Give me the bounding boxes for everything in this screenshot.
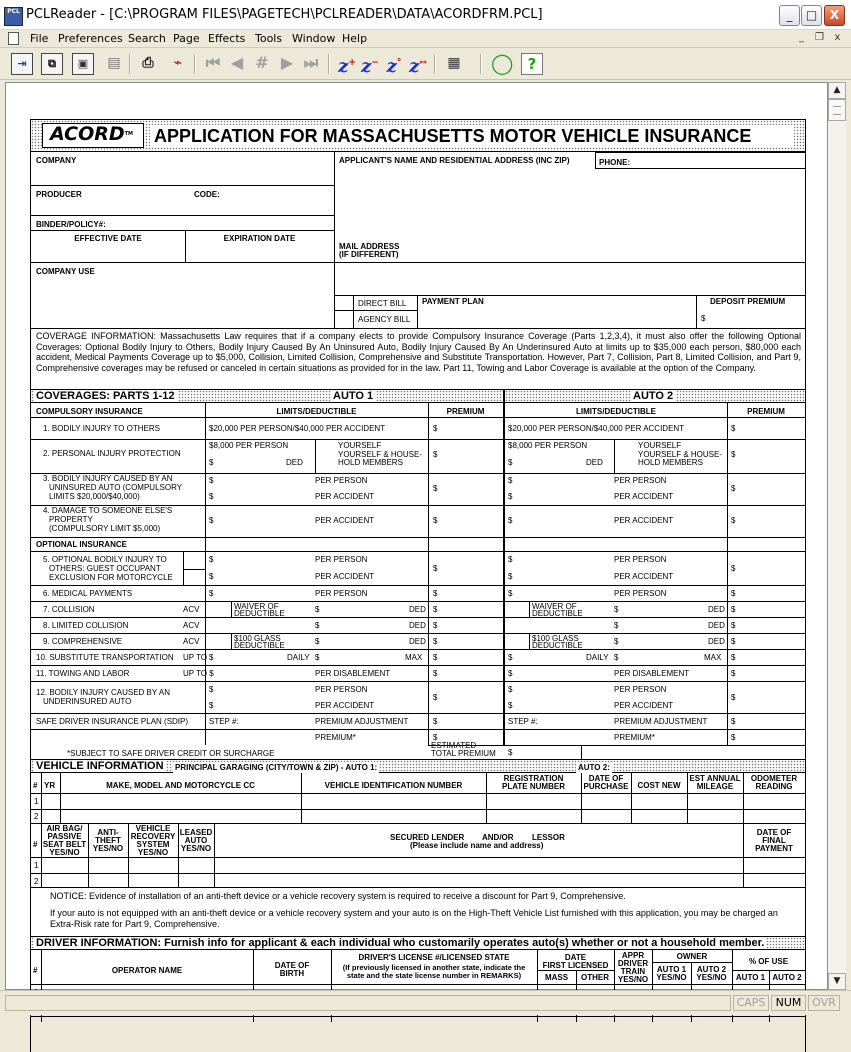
zoom-out-icon[interactable]: z− [361,56,379,77]
coverage-3-label-2: UNINSURED AUTO (COMPULSORY [49,483,183,492]
c5-pp-auto2: PER PERSON [614,555,667,564]
document-icon[interactable] [8,32,19,45]
c10-max-dollar-auto1: $ [315,653,320,662]
zoom-fit-icon[interactable]: z° [386,56,402,77]
c9-premium-auto2: $ [731,637,736,646]
binder-label: BINDER/POLICY#: [36,220,106,229]
vehicle-header-word: VEHICLE [135,824,171,833]
total-premium-dollar: $ [508,748,513,757]
mileage-header: MILEAGE [696,782,734,791]
coverage-4-label-3: (COMPULSORY LIMIT $5,000) [49,524,161,533]
status-message-panel [5,995,731,1011]
c2-yourself-auto1: YOURSELF [338,441,382,450]
make-model-header: MAKE, MODEL AND MOTORCYCLE CC [106,781,255,790]
title-bar [0,0,851,30]
open-icon[interactable]: ⇥ [11,53,33,75]
c11-premium-auto2: $ [731,669,736,678]
c2-yourself-auto2: YOURSELF [638,441,682,450]
c3-pp-dollar-auto2: $ [508,476,513,485]
appr-header: APPR [621,951,645,960]
leased-header: LEASED [179,828,213,837]
scanner-icon[interactable]: ▤ [107,55,121,71]
open-multi-icon[interactable]: ⧉ [41,53,63,75]
menu-page[interactable]: Page [173,32,200,45]
c6-pp-auto1: PER PERSON [315,589,368,598]
c3-pa-auto2: PER ACCIDENT [614,492,674,501]
c9-glass-ded-auto1: DEDUCTIBLE [234,641,285,650]
c7-dollar-auto2: $ [614,605,619,614]
c8-dollar-auto1: $ [315,621,320,630]
c9-glass-auto2: $100 GLASS [532,634,579,643]
leased-yesno-header: YES/NO [180,844,212,853]
air-bag-yesno-header: YES/NO [49,848,80,857]
c3-premium-auto2: $ [731,484,736,493]
registration-header: REGISTRATION [503,774,564,783]
c5-premium-auto1: $ [433,564,438,573]
direct-bill-label: DIRECT BILL [358,299,407,308]
c10-daily-auto1: DAILY [287,653,310,662]
c10-max-auto1: MAX [405,653,423,662]
coverage-info-text: COVERAGE INFORMATION: Massachusetts Law requires that if a company elects to provide Compulsory Insurance Coverage (Parts 1,2,3,4), it must also offer the following Optional Coverages: Optional Bodily Injury to Others, Bodily Injury Caused By An Uninsured Auto, Bodily Injury Caused By An Underinsured Auto at limits up to $35,000 each person, $80,000 each accident, Medical Payments Coverage up to $5,000, Collision, Limited Collision, Comprehensive and Substitute Transportation. However, Part 7, Collision, Part 8, Limited Collision, and Part 9, Comprehensive coverages may be refused or canceled in certain situations as provided for in the law. Part 11, Towing and Labor Coverage is available at the option of the Company. [36,331,801,373]
c5-pa-dollar-auto1: $ [209,572,214,581]
c7-waiver-auto2: WAIVER OF [532,602,577,611]
c10-max-dollar-auto2: $ [614,653,619,662]
scroll-down-button[interactable]: ▼ [828,973,846,990]
anti-theft-notice: NOTICE: Evidence of installation of an anti-theft device or a vehicle recovery system is required to receive a discount for Part 9, Comprehensive. [50,891,626,901]
coverage-5-label: 5. OPTIONAL BODILY INJURY TO [43,555,167,564]
c9-dollar-auto2: $ [614,637,619,646]
c5-pp-auto1: PER PERSON [315,555,368,564]
c3-pa-auto1: PER ACCIDENT [315,492,375,501]
drivers-license-header: DRIVER'S LICENSE #/LICENSED STATE [358,953,510,962]
coverage-10-label: 10. SUBSTITUTE TRANSPORTATION [36,653,174,662]
c10-max-auto2: MAX [704,653,722,662]
c10-premium-auto1: $ [433,653,438,662]
c8-ded-auto1: DED [409,621,426,630]
c6-premium-auto2: $ [731,589,736,598]
safety-row-2: 2 [34,877,39,886]
menu-bar [0,30,851,48]
mail-address-label: MAIL ADDRESS [339,242,400,251]
vin-header: VEHICLE IDENTIFICATION NUMBER [324,781,463,790]
last-page-icon[interactable]: ⏭ [303,53,319,72]
zoom-width-icon[interactable]: z↔ [409,56,427,77]
c5-pa-auto1: PER ACCIDENT [315,572,375,581]
scroll-up-button[interactable]: ▲ [828,82,846,99]
c7-waiver-auto1: WAIVER OF [234,602,279,611]
anti-theft-yesno-header: YES/NO [92,844,124,853]
c8-ded-auto2: DED [708,621,725,630]
owner-auto2-yesno: YES/NO [696,973,727,982]
phone-label: PHONE: [599,158,631,167]
est-annual-header: EST ANNUAL [689,774,741,783]
vehicle-hash-header: # [33,781,38,790]
premium-star-dollar-auto1: $ [433,733,438,742]
c3-pp-auto1: PER PERSON [315,476,368,485]
c9-dollar-auto1: $ [315,637,320,646]
c3-pp-auto2: PER PERSON [614,476,667,485]
cost-new-header: COST NEW [637,781,681,790]
birth-header: BIRTH [279,969,305,978]
c8-acv: ACV [183,621,200,630]
premium-header-auto2: PREMIUM [747,407,785,416]
c7-ded-auto2: DED [708,605,725,614]
dob-header: DATE OF [274,961,310,970]
premium-star-auto1: PREMIUM* [315,733,356,742]
c12-premium-auto2: $ [731,693,736,702]
c7-waiver-ded-auto2: DEDUCTIBLE [532,609,583,618]
coverages-title: COVERAGES: PARTS 1-12 [36,390,175,402]
coverage-2-label: 2. PERSONAL INJURY PROTECTION [43,449,181,458]
c9-ded-auto2: DED [708,637,725,646]
window-title: PCLReader - [C:\PROGRAM FILES\PAGETECH\PCLREADER\DATA\ACORDFRM.PCL] [26,7,543,22]
help-icon[interactable]: ? [521,53,543,75]
operator-name-header: OPERATOR NAME [111,966,183,975]
c10-premium-auto2: $ [731,653,736,662]
c3-pp-dollar-auto1: $ [209,476,214,485]
minimize-button[interactable]: _ [779,5,800,26]
sdip-step-auto1: STEP #: [209,717,239,726]
status-bar [0,990,851,1015]
coverage-5-label-2: OTHERS: GUEST OCCUPANT [49,564,161,573]
safety-hash-header: # [33,840,38,849]
payment-header: PAYMENT [755,844,793,853]
c4-dollar-auto2: $ [508,516,513,525]
mdi-restore-button[interactable]: ❐ [815,32,824,43]
c7-ded-auto1: DED [409,605,426,614]
system-header: SYSTEM [136,840,170,849]
include-name-header: (Please include name and address) [410,841,544,850]
c12-pp-auto2: PER PERSON [614,685,667,694]
train-header: TRAIN [620,967,646,976]
zoom-in-icon[interactable]: z+ [338,56,356,77]
final-date-of-header: DATE OF [756,828,792,837]
expiration-date-label: EXPIRATION DATE [223,234,296,243]
c2-yourself-house-auto2: YOURSELF & HOUSE- [638,450,723,459]
c5-pp-dollar-auto2: $ [508,555,513,564]
c4-premium-auto2: $ [731,516,736,525]
caps-indicator: CAPS [733,995,769,1011]
c11-pd-auto1: PER DISABLEMENT [315,669,391,678]
other-header: OTHER [581,973,609,982]
coverage-6-label: 6. MEDICAL PAYMENTS [43,589,133,598]
coverage-12-label: 12. BODILY INJURY CAUSED BY AN [36,688,170,697]
c6-dollar-auto2: $ [508,589,513,598]
compulsory-label: COMPULSORY INSURANCE [36,407,143,416]
first-page-icon[interactable]: ⏮ [205,53,221,72]
reading-header: READING [755,782,793,791]
vehicle-title: VEHICLE INFORMATION [36,760,164,772]
sdip-premium-dollar-auto2: $ [731,717,736,726]
c2-limit-auto1: $8,000 PER PERSON [209,441,289,450]
c3-premium-auto1: $ [433,484,438,493]
c10-daily-auto2: DAILY [586,653,609,662]
form-header [30,119,806,152]
menu-effects[interactable]: Effects [208,32,246,45]
sdip-premium-auto1: $ [433,717,438,726]
c11-up-to: UP TO $ [183,669,214,678]
agency-bill-label: AGENCY BILL [358,315,411,324]
c4-pa-auto2: PER ACCIDENT [614,516,674,525]
c12-premium-auto1: $ [433,693,438,702]
coverage-1-label: 1. BODILY INJURY TO OTHERS [43,424,160,433]
c12-pa-dollar-auto2: $ [508,701,513,710]
c1-limit-auto1: $20,000 PER PERSON/$40,000 PER ACCIDENT [209,424,386,433]
producer-label: PRODUCER [36,190,82,199]
menu-preferences[interactable]: Preferences [58,32,123,45]
c8-premium-auto1: $ [433,621,438,630]
limits-header-auto1: LIMITS/DEDUCTIBLE [276,407,357,416]
document-viewport[interactable] [5,82,828,990]
optional-label: OPTIONAL INSURANCE [36,540,127,549]
c9-acv: ACV [183,637,200,646]
c2-yourself-house-auto1: YOURSELF & HOUSE- [338,450,423,459]
form-title: APPLICATION FOR MASSACHUSETTS MOTOR VEHICLE INSURANCE [150,125,794,147]
c1-limit-auto2: $20,000 PER PERSON/$40,000 PER ACCIDENT [508,424,685,433]
deposit-dollar: $ [701,314,706,323]
c8-dollar-auto2: $ [614,621,619,630]
acord-logo: ACORDTM [42,123,144,148]
c2-hold-members-auto1: HOLD MEMBERS [338,458,403,467]
next-page-icon[interactable]: ▶ [280,53,294,72]
menu-help[interactable]: Help [342,32,368,45]
final-header: FINAL [762,836,786,845]
odometer-header: ODOMETER [750,774,798,783]
c7-dollar-auto1: $ [315,605,320,614]
company-use-label: COMPANY USE [36,267,95,276]
close-button[interactable]: X [824,5,845,26]
c1-premium-auto2: $ [731,424,736,433]
c4-dollar-auto1: $ [209,516,214,525]
go-icon[interactable]: ◯ [491,51,514,75]
driver-header [31,936,805,950]
c5-premium-auto2: $ [731,564,736,573]
scroll-thumb[interactable] [828,99,846,121]
pct-use-auto2: AUTO 2 [772,973,802,982]
driver-hash-header: # [33,966,38,975]
c7-premium-auto1: $ [433,605,438,614]
owner-auto1-header: AUTO 1 [656,965,687,974]
c12-pp-auto1: PER PERSON [315,685,368,694]
c2-premium-auto1: $ [433,450,438,459]
passive-header: PASSIVE [47,832,82,841]
c2-premium-auto2: $ [731,450,736,459]
premium-star-auto2: PREMIUM* [614,733,655,742]
first-licensed-header: FIRST LICENSED [542,961,609,970]
c12-pp-dollar-auto2: $ [508,685,513,694]
form-body [30,152,806,1052]
pcl-app-icon[interactable]: PCL [4,7,23,26]
effective-date-label: EFFECTIVE DATE [74,234,142,243]
c10-daily-dollar-auto2: $ [508,653,513,662]
screen-icon[interactable]: ▣ [72,53,94,75]
coverage-11-label: 11. TOWING AND LABOR [36,669,130,678]
payment-plan-label: PAYMENT PLAN [422,297,484,306]
safety-row-1: 1 [34,861,39,870]
air-bag-header: AIR BAG/ [46,824,83,833]
maximize-button[interactable]: □ [801,5,822,26]
c1-premium-auto1: $ [433,424,438,433]
coverage-4-label-2: PROPERTY [49,515,93,524]
num-indicator: NUM [771,995,806,1011]
coverage-12-label-2: UNDERINSURED AUTO [43,697,132,706]
c6-pp-auto2: PER PERSON [614,589,667,598]
coverage-7-label: 7. COLLISION [43,605,95,614]
c12-pa-auto1: PER ACCIDENT [315,701,375,710]
limits-header-auto2: LIMITS/DEDUCTIBLE [576,407,656,416]
auto1-title: AUTO 1 [333,390,374,402]
sdip-step-auto2: STEP #: [508,717,538,726]
purchase-header: PURCHASE [583,782,629,791]
coverages-header [31,389,805,403]
c8-premium-auto2: $ [731,621,736,630]
if-different-label: (IF DIFFERENT) [339,250,399,259]
goto-page-icon[interactable]: # [255,53,269,72]
sdip-adj-auto2: PREMIUM ADJUSTMENT [614,717,708,726]
ovr-indicator: OVR [808,995,840,1011]
coverage-3-label-3: LIMITS $20,000/$40,000) [49,492,140,501]
c6-dollar-auto1: $ [209,589,214,598]
c2-hold-members-auto2: HOLD MEMBERS [638,458,703,467]
total-premium-label: TOTAL PREMIUM [431,749,496,758]
train-yesno-header: YES/NO [617,975,649,984]
menu-file[interactable]: File [30,32,49,45]
coverage-9-label: 9. COMPREHENSIVE [43,637,123,646]
menu-window[interactable]: Window [292,32,336,45]
toolbar [0,48,851,80]
owner-header: OWNER [676,952,708,961]
c10-up-to: UP TO [183,653,208,662]
date-header: DATE [564,953,587,962]
c9-premium-auto1: $ [433,637,438,646]
menu-tools[interactable]: Tools [255,32,283,45]
c7-acv: ACV [183,605,200,614]
c12-pa-auto2: PER ACCIDENT [614,701,674,710]
c4-pa-auto1: PER ACCIDENT [315,516,375,525]
leased-auto-header: AUTO [184,836,208,845]
garaging-auto2-label: AUTO 2: [578,763,610,772]
principal-garaging-label: PRINCIPAL GARAGING (CITY/TOWN & ZIP) - AUTO 1: [175,763,378,772]
c11-pd-auto2: PER DISABLEMENT [614,669,690,678]
c4-premium-auto1: $ [433,516,438,525]
c5-pp-dollar-auto1: $ [209,555,214,564]
vehicle-row-2: 2 [34,812,39,821]
c2-ded-dollar-auto2: $ [508,458,513,467]
owner-auto2-header: AUTO 2 [696,965,727,974]
lessor-header: LESSOR [532,833,565,842]
theft-header: THEFT [95,836,121,845]
c3-pa-dollar-auto1: $ [209,492,214,501]
pct-use-auto1: AUTO 1 [735,973,766,982]
license-note-2: state and the state license number in REMARKS) [346,971,522,980]
mdi-close-button[interactable]: x [834,32,841,43]
c2-ded-auto2: DED [586,458,603,467]
mass-header: MASS [544,973,569,982]
mdi-minimize-button[interactable]: _ [799,32,804,43]
coverage-5-label-3: EXCLUSION FOR MOTORCYCLE [49,573,173,582]
recovery-header: RECOVERY [130,832,176,841]
c5-pa-auto2: PER ACCIDENT [614,572,674,581]
c3-pa-dollar-auto2: $ [508,492,513,501]
coverage-4-label: 4. DAMAGE TO SOMEONE ELSE'S [43,506,173,515]
c9-ded-auto1: DED [409,637,426,646]
c5-pa-dollar-auto2: $ [508,572,513,581]
applicant-label: APPLICANT'S NAME AND RESIDENTIAL ADDRESS (INC ZIP) [339,156,570,165]
coverage-8-label: 8. LIMITED COLLISION [43,621,129,630]
sdip-adj-auto1: PREMIUM ADJUSTMENT [315,717,409,726]
c10-daily-dollar-auto1: $ [209,653,214,662]
c2-limit-auto2: $8,000 PER PERSON [508,441,588,450]
vehicle-row-1: 1 [34,797,39,806]
c2-ded-auto1: DED [286,458,303,467]
prev-page-icon[interactable]: ◀ [230,53,244,72]
c7-premium-auto2: $ [731,605,736,614]
premium-star-dollar-auto2: $ [731,733,736,742]
pct-use-header: % OF USE [748,957,789,966]
estimated-label: ESTIMATED [431,741,477,750]
seat-belt-header: SEAT BELT [42,840,87,849]
date-of-header: DATE OF [588,774,624,783]
coverage-3-label: 3. BODILY INJURY CAUSED BY AN [43,474,173,483]
c7-waiver-ded-auto1: DEDUCTIBLE [234,609,285,618]
print-icon[interactable]: ⎙ [142,55,154,71]
driver-header-word: DRIVER [617,959,649,968]
subject-note: *SUBJECT TO SAFE DRIVER CREDIT OR SURCHARGE [67,749,275,758]
owner-auto1-yesno: YES/NO [656,973,687,982]
company-label: COMPANY [36,156,77,165]
recovery-yesno-header: YES/NO [137,848,169,857]
c11-dollar-auto2: $ [508,669,513,678]
c12-pp-dollar-auto1: $ [209,685,214,694]
anti-header: ANTI- [97,828,119,837]
vehicle-header [31,759,805,773]
c9-glass-auto1: $100 GLASS [234,634,281,643]
menu-search[interactable]: Search [128,32,166,45]
plate-number-header: PLATE NUMBER [502,782,565,791]
fax-icon[interactable]: ⌁ [173,55,183,71]
license-note-1: (If previously licensed in another state, indicate the [342,963,526,972]
document-list-icon[interactable]: ▦ [447,55,461,71]
code-label: CODE: [194,190,220,199]
c12-pa-dollar-auto1: $ [209,701,214,710]
driver-title: DRIVER INFORMATION: Furnish info for applicant & each individual who customarily operates auto(s) whether or not a household member. [36,937,765,949]
sdip-label: SAFE DRIVER INSURANCE PLAN (SDIP) [36,717,189,726]
auto2-title: AUTO 2 [633,390,674,402]
deposit-premium-label: DEPOSIT PREMIUM [710,297,786,306]
premium-header-auto1: PREMIUM [446,407,485,416]
year-header: YR [44,781,56,790]
high-theft-notice: If your auto is not equipped with an anti-theft device or a vehicle recovery system and your auto is on the High-Theft Vehicle List furnished with this application, you may be charged an Extra-Risk rate for Part 9, Comprehensive. [50,908,778,929]
c9-glass-ded-auto2: DEDUCTIBLE [532,641,583,650]
vertical-scrollbar[interactable] [828,82,846,990]
c2-ded-dollar-auto1: $ [209,458,214,467]
and-or-header: AND/OR [482,833,514,842]
c11-premium-auto1: $ [433,669,438,678]
secured-lender-header: SECURED LENDER [390,833,465,842]
c6-premium-auto1: $ [433,589,438,598]
